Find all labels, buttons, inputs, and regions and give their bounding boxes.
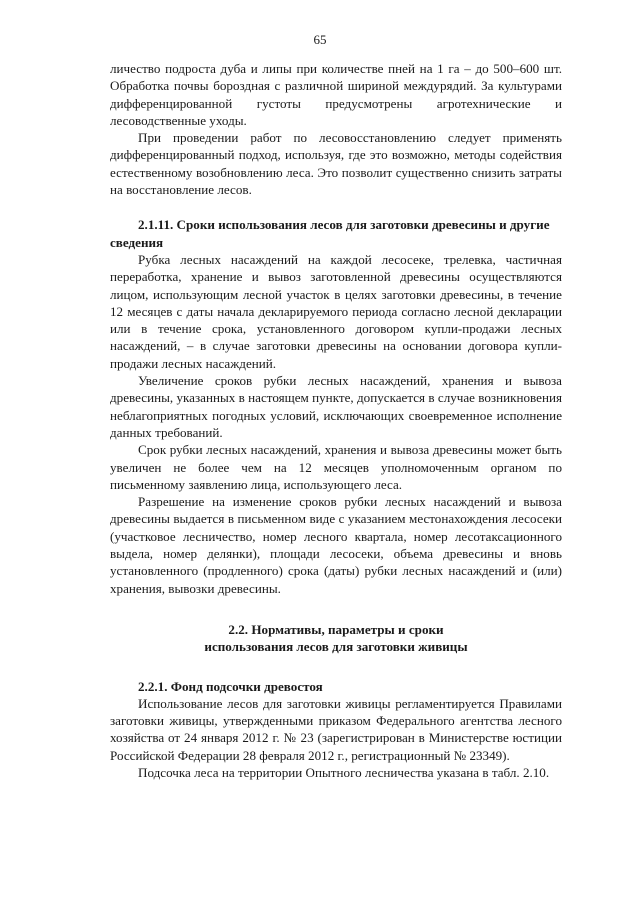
paragraph-continued: личество подроста дуба и липы при количестве пней на 1 га – до 500–600 шт. Обработка почвы бороздная с различной шириной междурядий. За культурами дифференцированной густоты предусмотрены агротехнические и лесоводственные уходы. <box>110 61 562 128</box>
paragraph: Использование лесов для заготовки живицы регламентируется Правилами заготовки живицы, утвержденными приказом Федерального агентства лесного хозяйства от 24 января 2012 г. № 23 (зарегистрирован в Министерстве юстиции Российской Федерации 28 февраля 2012 г., регистрационный № 23349). <box>110 695 562 763</box>
page-body <box>110 60 562 781</box>
paragraph: Разрешение на изменение сроков рубки лесных насаждений и вывоза древесины выдается в письменном виде с указанием местонахождения лесосеки (участковое лесничество, номер лесного квартала, номер лесотаксационного выдела, номер делянки), площади лесосеки, объема древесины и вновь установленного (продленного) срока (даты) рубки лесных насаждений и (или) хранения, вывозки древесины. <box>110 494 562 596</box>
page-number: 65 <box>313 32 327 47</box>
paragraph: Увеличение сроков рубки лесных насаждений, хранения и вывоза древесины, указанных в настоящем пункте, допускается в случае возникновения неблагоприятных погодных условий, исключающих своевременное исполнение данных требований. <box>110 373 562 440</box>
section-heading-2-2-1: 2.2.1. Фонд подсочки древостоя <box>138 678 323 694</box>
paragraph-reforestation: При проведении работ по лесовосстановлению следует применять дифференцированный подход, используя, где это возможно, методы содействия естественному возобновлению леса. Это позволит существенно снизить затраты на восстановление лесов. <box>110 130 562 198</box>
paragraph: Срок рубки лесных насаждений, хранения и вывоза древесины может быть увеличен не более чем на 12 месяцев уполномоченным органом по письменному заявлению лица, использующего леса. <box>110 442 562 492</box>
paragraph: Рубка лесных насаждений на каждой лесосеке, трелевка, частичная переработка, хранение и вывоз заготовленной древесины осуществляются лицом, использующим лесной участок в целях заготовки древесины, в течение 12 месяцев с даты начала декларируемого периода согласно лесной декларации или в течение срока, установленного договором купли-продажи лесных насаждений, – в случае заготовки древесины на основании договора купли-продажи лесных насаждений. <box>110 251 562 371</box>
paragraph: Подсочка леса на территории Опытного лесничества указана в табл. 2.10. <box>138 764 550 780</box>
section-heading-2-1-11: 2.1.11. Сроки использования лесов для заготовки древесины и другие сведения <box>110 217 550 250</box>
section-heading-2-2-line2: использования лесов для заготовки живицы <box>204 639 468 655</box>
section-heading-2-2-line1: 2.2. Нормативы, параметры и сроки <box>228 621 444 637</box>
